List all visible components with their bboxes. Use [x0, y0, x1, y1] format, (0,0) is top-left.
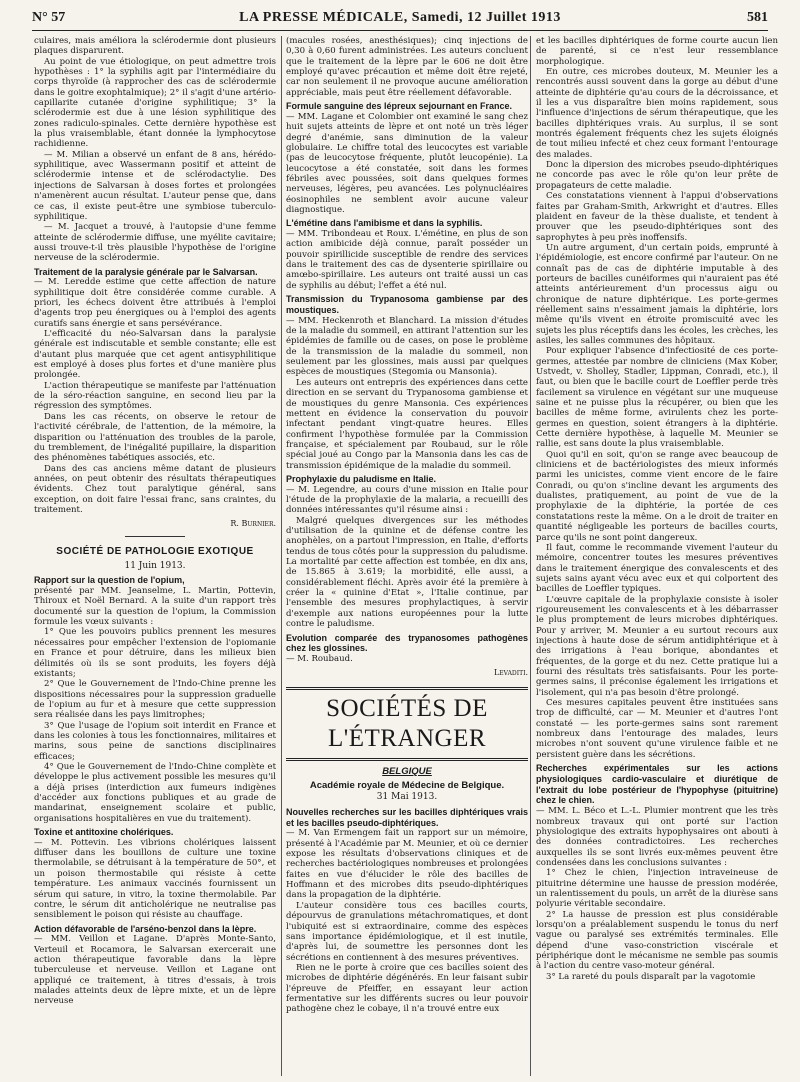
paragraph: Un autre argument, d'un certain poids, emprunté à l'épidémiologie, est encore confirmé par l'auteur. On ne connaît pas de cas de diphtérie imputable à des porteurs de bacilles cunéiformes qui n'auraient pas été atteints antérieurement d'un processus aigu ou chronique de nature diphtérique. Les porte-germes réellement sains n'essaiment jamais la diphtérie, lors même qu'ils vivent en étroite promiscuité avec les sujets les plus réceptifs dans les écoles, les crèches, les asiles, les salles communes des hôpitaux. — [536, 242, 778, 346]
paragraph: L'œuvre capitale de la prophylaxie consiste à isoler rigoureusement les convalescents et à les débarrasser le plus promptement de leurs microbes diphtériques. Pour y arriver, M. Meunier a eu surtout recours aux injections à haute dose de sérum antidiphtérique et à des irrigations à l'eau borique, abondantes et fréquentes, de la gorge et du nez. Cette pratique lui a fourni des résultats très satisfaisants. Pour les porte-germes sains, il préconise également les irrigations et l'isolement, qui n'a pas besoin d'être prolongé. — [536, 594, 778, 698]
paragraph: culaires, mais améliora la sclérodermie dont plusieurs plaques disparurent. — [34, 36, 276, 57]
paragraph: Dans les cas récents, on observe le retour de l'activité cérébrale, de l'attention, de la mémoire, la disparition ou l'atténuation des troubles de la parole, du tremblement, de l'inégalité pupillaire, la disparition des phénomènes tabétiques associés, etc. — [34, 411, 276, 464]
paragraph: Donc la dipersion des microbes pseudo-diphtériques ne concorde pas avec le rôle qu'on leur prête de propagateurs de cette maladie. — [536, 160, 778, 191]
paragraph: 3° La rareté du pouls disparaît par la vagotomie — [546, 971, 756, 982]
paragraph: Quoi qu'il en soit, qu'on se range avec beaucoup de cliniciens et de bactériologistes des mieux informés parmi les unicistes, comme vient encore de le faire Conradi, ou qu'on s'incline devant les arguments des dualistes, pratiquement, au point de vue de la prophylaxie de la diphtérie, la portée de ces constatations reste la même. On a le droit de traiter en quantité négligeable les porteurs de bacilles courts, parce qu'ils ne sont point dangereux. — [536, 449, 778, 543]
paragraph: Il faut, comme le recommande vivement l'auteur du mémoire, concentrer toutes les mesures préventives dans le traitement énergique des convalescents et des sujets sains ayant vécu avec eux et qui colportent des bacilles de Loeffler typiques. — [536, 542, 778, 595]
page-number: 581 — [747, 10, 768, 25]
section-divider — [125, 536, 185, 537]
paragraph: 1° Chez le chien, l'injection intraveineuse de pituitrine détermine une hausse de pression modérée, un ralentissement du pouls, un arrêt de la diurèse sans polyurie véritable secondaire. — [536, 868, 778, 910]
paragraph: L'efficacité du néo-Salvarsan dans la paralysie générale est indiscutable et semble constante; elle est d'autant plus marquée que cet agent antisyphilitique est employé à doses plus fortes et d'une manière plus prolongée. — [34, 329, 276, 381]
paragraph: présenté par MM. Jeanselme, L. Martin, Pottevin, Thiroux et Noël Bernard. A la suite d'un rapport très documenté sur la question de l'opium, la Commission formule les vœux suivants : — [34, 586, 276, 628]
paragraph: 3° Que l'usage de l'opium soit interdit en France et dans les colonies à tous les fonctionnaires, militaires et marins, sous peine de sanctions disciplinaires efficaces; — [34, 720, 276, 762]
paragraph: — M. Roubaud. — [286, 654, 353, 665]
paragraph: Dans des cas anciens même datant de plusieurs années, on peut obtenir des résultats thérapeutiques évidents. Chez tout paralytique général, sans exception, on doit faire l'essai franc, sans craintes, du traitement. — [34, 463, 276, 515]
section-banner: SOCIÉTÉS DE L'ÉTRANGER — [286, 687, 528, 761]
paragraph: — MM. Tribondeau et Roux. L'émétine, en plus de son action amibicide déjà connue, paraît posséder un pouvoir spirillicide susceptible de rendre des services dans le traitement des cas de dysenterie spirillaire ou amœbo-spirillaire. Les auteurs ont traité aussi un cas de syphilis au début; l'effet a été nul. — [286, 229, 528, 291]
paragraph: 4° Que le Gouvernement de l'Indo-Chine complète et développe le plus activement possible les mesures qu'il a déjà prises (interdiction aux fumeurs indigènes d'accéder aux fonctions publiques et au grade de mandarinat, enseignement scolaire et public, organisations hospitalières en vue du traitement). — [34, 761, 276, 824]
paragraph: — MM. Lagane et Colombier ont examiné le sang chez huit sujets atteints de lèpre et ont noté un très léger degré d'anémie, sans diminution de la valeur globulaire. Le chiffre total des leucocytes est variable (pas de leucocytose fréquente, plutôt leucopénie). La leucocytose a été constatée, soit dans les formes fébriles avec poussées, soit dans quelques formes nerveuses, légères, peu avancées. Les polynucléaires éosinophiles ne semblent avoir aucune valeur diagnostique. — [286, 111, 528, 215]
page-header — [32, 8, 768, 31]
column-left — [34, 36, 276, 1076]
paragraph: Ces constatations viennent à l'appui d'observations faites par Graham-Smith, Arkwright et d'autres. Elles plaident en faveur de la thèse dualiste, et tendent à prouver que les pseudo-diphtériques sont des saprophytes à peu près inoffensifs. — [536, 191, 778, 243]
paragraph: Pour expliquer l'absence d'infectiosité de ces porte-germes, attestée par nombre de cliniciens (Max Kober, Ustvedt, v. Sholley, Stadler, Lippman, Conradi, etc.), il faut, ou bien que le bacille court de Loeffler perde très facilement sa virulence en végétant sur une muqueuse saine et ne puisse plus la récupérer, ou bien que les bacilles de même forme, avirulents chez les porte-germes en question, soient étrangers à la diphtérie. Cette dernière hypothèse, à laquelle M. Meunier se rallie, est sans doute la plus vraisemblable. — [536, 346, 778, 450]
column-right — [536, 36, 778, 1076]
paragraph: — M. Milian a observé un enfant de 8 ans, hérédo-syphilitique, avec Wassermann positif et atteint de sclérodermie intense et de sclérodactylie. Des injections de Salvarsan à doses fortes et prolongées n'amenèrent aucun résultat. L'auteur pense que, dans ce cas, il existe peut-être une symbiose tuberculo-syphilitique. — [34, 149, 276, 222]
article-heading: Traitement de la paralysie générale par le Salvarsan. — [34, 266, 258, 277]
paragraph: L'action thérapeutique se manifeste par l'atténuation de la séro-réaction sanguine, en second lieu par la régression des symptômes. — [34, 380, 276, 412]
paragraph: — M. Leredde estime que cette affection de nature syphilitique doit être considérée comme curable. A priori, les échecs doivent être attribués à l'emploi d'agents trop peu énergiques ou à l'emploi des agents curatifs sans énergie et sans persévérance. — [34, 277, 276, 329]
paragraph: Ces mesures capitales peuvent être instituées sans trop de difficulté, car — M. Meunier et d'autres l'ont constaté — les porte-germes sains sont rarement nombreux dans l'entourage des malades, leurs microbes n'ont souvent qu'une virulence faible et ne persistent guère dans les sécrétions. — [536, 698, 778, 760]
section-title: SOCIÉTÉ DE PATHOLOGIE EXOTIQUE — [56, 545, 254, 557]
paragraph: et les bacilles diphtériques de forme courte aucun lien de parenté, si ce n'est leur ressemblance morphologique. — [536, 36, 778, 67]
society-name: Académie royale de Médecine de Belgique. — [309, 780, 505, 792]
paragraph: 1° Que les pouvoirs publics prennent les mesures nécessaires pour empêcher l'extension de l'opiomanie en France et pour détruire, dans les milieux bien délimités où ils se sont produits, les foyers déjà existants; — [34, 627, 276, 679]
author-signature: R. Burnier. — [230, 519, 276, 529]
paragraph: Les auteurs ont entrepris des expériences dans cette direction en se servant du Trypanosoma gambiense et de moustiques du genre Mansonia. Ces expériences mettent en évidence la conservation du pouvoir infectant pendant vingt-quatre heures. Elles confirment l'hypothèse formulée par la Commission française, et spécialement par Roubaud, sur le rôle spécial joué au Congo par la Mansonia dans les cas de transmission épidémique de la maladie du sommeil. — [286, 377, 528, 471]
article-heading: Transmission du Trypanosoma gambiense par des moustiques. — [286, 294, 528, 315]
paragraph: Rien ne le porte à croire que ces bacilles soient des microbes de diphtérie dégénérés. En leur faisant subir l'épreuve de Pfeiffer, en essayant leur action fermentative sur les différents sucres ou leur pouvoir pathogène chez le cobaye, il n'a trouvé entre eux — [286, 962, 528, 1015]
article-heading: Nouvelles recherches sur les bacilles diphtériques vrais et les bacilles pseudo-diphtériques. — [286, 806, 528, 828]
article-heading: Prophylaxie du paludisme en Italie. — [286, 473, 437, 484]
paragraph: — M. Jacquet a trouvé, à l'autopsie d'une femme atteinte de sclérodermie diffuse, une myélite cavitaire; aussi trouve-t-il très plausible l'hypothèse de l'origine nerveuse de la sclérodermie. — [34, 222, 276, 264]
paragraph: L'auteur considère tous ces bacilles courts, dépourvus de granulations métachromatiques, et dont l'ubiquité est si extraordinaire, comme des espèces sans importance épidémiologique, et il est inutile, d'après lui, de soumettre les personnes dont les sécrétions en contiennent à des mesures préventives. — [286, 900, 528, 963]
paragraph: — M. Pottevin. Les vibrions cholériques laissent diffuser dans les bouillons de culture une toxine thermolabile, se détruisant à la température de 50°, et un poison thermostabile qui résiste à cette température. Les animaux vaccinés fournissent un sérum qui sature, in vitro, la toxine thermolabile. Par contre, le sérum dit anticholérique ne neutralise pas sensiblement le poison qui résiste au chauffage. — [34, 837, 276, 921]
paragraph: 2° Que le Gouvernement de l'Indo-Chine prenne les dispositions nécessaires pour la suppression graduelle de l'opium au fur et à mesure que cette suppression sera réalisée dans les pays limitrophes; — [34, 679, 276, 721]
author-signature: Levaditi. — [493, 668, 528, 678]
paragraph: 2° La hausse de pression est plus considérable lorsqu'on a préalablement suspendu le tonus du nerf vague ou paralysé ses extrémités terminales. Elle dépend d'une vaso-constriction viscérale et périphérique dont le mécanisme ne semble pas soumis à l'action du centre vaso-moteur général. — [536, 909, 778, 972]
paragraph: (macules rosées, anesthésiques); cinq injections de 0,30 à 0,60 furent administrées. Les auteurs concluent que le traitement de la lèpre par le 606 ne doit être employé qu'avec précaution et même doit être rejeté, car non seulement il ne provoque aucune amélioration appréciable, mais peut être réellement défavorable. — [286, 36, 528, 98]
article-heading: Formule sanguine des lépreux sejournant en France. — [286, 101, 513, 112]
column-divider — [281, 36, 282, 1076]
column-middle — [286, 36, 528, 1076]
journal-title: LA PRESSE MÉDICALE, Samedi, 12 Juillet 1913 — [239, 10, 561, 25]
column-divider — [530, 36, 531, 1076]
paragraph: — M. Van Ermengem fait un rapport sur un mémoire, présenté à l'Académie par M. Meunier, et où ce dernier expose les résultats d'observations cliniques et de recherches bactériologiques nombreuses et prolongées faites en vue d'élucider le rôle des bacilles de Hoffmann et des microbes dits pseudo-diphtériques dans la propagation de la diphtérie. — [286, 828, 528, 901]
paragraph: Malgré quelques divergences sur les méthodes d'utilisation de la quinine et de défense contre les anophèles, on a partout l'impression, en Italie, d'efforts tendus de tous côtés pour la suppression du paludisme. La mortalité par cette affection est tombée, en dix ans, de 15.865 à 3.619; la morbidité, elle aussi, a considérablement fléchi. Après avoir été la première à créer la « quinine d'Etat », l'Italie continue, par l'ensemble des mesures prophylactiques, à servir d'exemple aux nations européennes pour la lutte contre le paludisme. — [286, 515, 528, 630]
article-heading: Evolution comparée des trypanosomes pathogènes chez les glossines. — [286, 632, 528, 654]
paragraph: Au point de vue étiologique, on peut admettre trois hypothèses : 1° la syphilis agit par l'intermédiaire du corps thyroïde (à rapprocher des cas de sclérodermie dans le goitre exophtalmique); 2° il s'agit d'une artério-capillarite cutanée d'origine syphilitique; 3° la sclérodermie est due à une lésion syphilitique des zones radiculo-spinales. Cette dernière hypothèse est la plus vraisemblable, étant donnée la lymphocytose rachidienne. — [34, 56, 276, 150]
paragraph: — M. Legendre, au cours d'une mission en Italie pour l'étude de la prophylaxie de la malaria, a recueilli des données intéressantes qu'il résume ainsi : — [286, 484, 528, 516]
paragraph: En outre, ces microbes douteux, M. Meunier les a rencontrés aussi souvent dans la gorge au début d'une atteinte de diphtérie qu'au cours de la décroissance, et il les a vus disparaître bien moins rapidement, sous l'influence d'injections de sérum thérapeutique, que les bacilles diphtériques vrais. Au surplus, il se sont montrés également fréquents chez les sujets éloignés de tout milieu infecté et chez ceux formant l'entourage des malades. — [536, 67, 778, 160]
article-heading: L'émétine dans l'amibisme et dans la syphilis. — [286, 218, 483, 229]
article-heading: Toxine et antitoxine cholériques. — [34, 827, 174, 837]
issue-number: N° 57 — [32, 10, 66, 25]
paragraph: — MM. Heckenroth et Blanchard. La mission d'études de la maladie du sommeil, en attirant l'attention sur les épidémies de famille ou de cases, on pose le problème de la transmission de la maladie du sommeil, non seulement par les glossines, mais aussi par quelques espèces de moustiques (Stegomia ou Mansonia). — [286, 315, 528, 378]
session-date: 11 Juin 1913. — [124, 560, 186, 571]
paragraph: — MM. L. Béco et L.-L. Plumier montrent que les très nombreux travaux qui ont porté sur l'action physiologique des extraits hypophysaires ont abouti à des données contradictoires. Les recherches auxquelles ils se sont livrés eux-mêmes peuvent être condensées dans les conclusions suivantes : — [536, 806, 778, 868]
paragraph: — MM. Veillon et Lagane. D'après Monte-Santo, Verteuil et Rocamora, le Salvarsan exercerait une action thérapeutique favorable dans la lèpre tuberculeuse et nerveuse. Veillon et Lagane ont appliqué ce traitement, à titres d'essais, à trois malades atteints deux de lèpre mixte, et un de lèpre nerveuse — [34, 934, 276, 1007]
article-heading: Rapport sur la question de l'opium, — [34, 575, 185, 586]
article-heading: Action défavorable de l'arséno-benzol dans la lèpre. — [34, 923, 257, 934]
article-heading: Recherches expérimentales sur les actions physiologiques cardio-vasculaire et diurétique de l'extrait du lobe postérieur de l'hypophyse (pituitrine) chez le chien. — [536, 763, 778, 806]
country-heading: BELGIQUE — [382, 765, 432, 777]
session-date: 31 Mai 1913. — [376, 792, 438, 803]
